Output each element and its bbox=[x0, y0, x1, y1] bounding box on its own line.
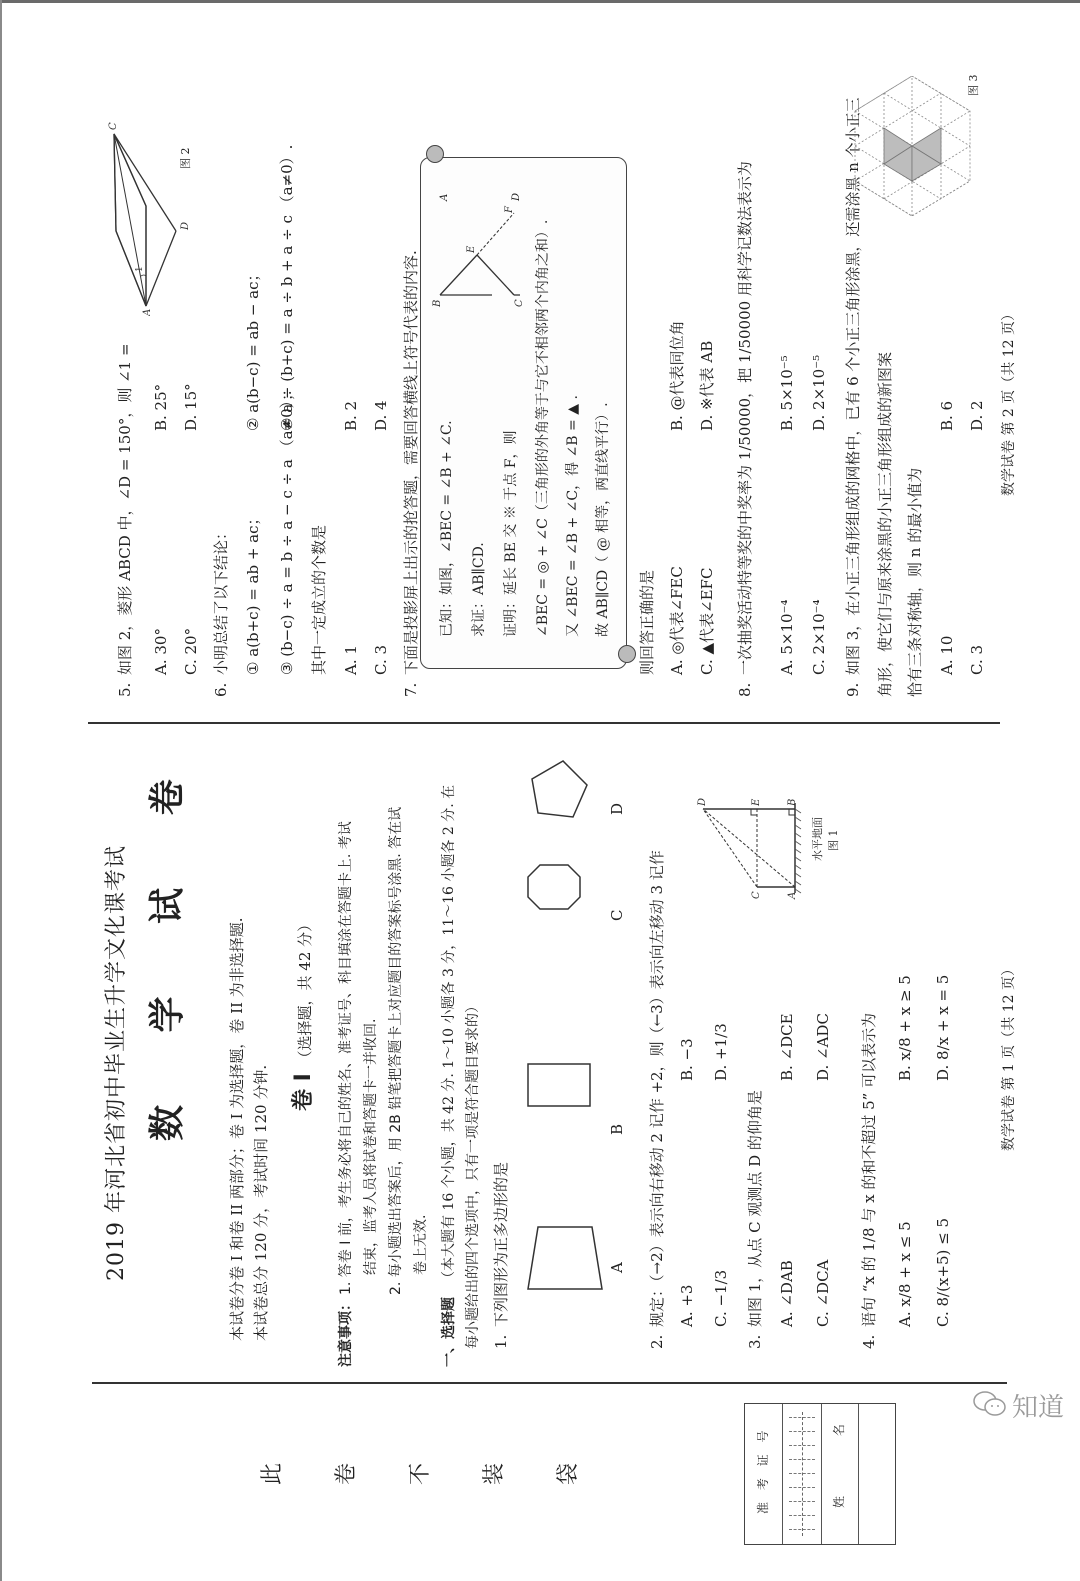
binding-char: 卷 bbox=[334, 1462, 359, 1485]
q6-question: 其中一定成立的个数是 bbox=[310, 524, 328, 675]
figure-3-caption: 图 3 bbox=[967, 74, 980, 96]
q2-stem: 规定：（→2）表示向右移动 2 记作 +2，则（←3）表示向左移动 3 记作 bbox=[648, 850, 666, 1327]
figure-1-caption: 图 1 bbox=[827, 829, 840, 851]
octagon-shape bbox=[528, 865, 580, 909]
q6-stem: 小明总结了以下结论： bbox=[212, 524, 230, 675]
q8-stem: 一次抽奖活动特等奖的中奖率为 1/50000，把 1/50000 用科学记数法表示为 bbox=[736, 161, 754, 675]
q7-proof-1: 证明：延长 BE 交 ※ 于点 F，则 bbox=[503, 430, 519, 637]
name-field[interactable] bbox=[858, 1404, 895, 1544]
q8-option-b: B. 5×10⁻⁵ bbox=[778, 355, 796, 431]
q6-item-3: ③ (b−c) ÷ a = b ÷ a − c ÷ a （a≠0）； bbox=[278, 385, 296, 675]
binding-rule bbox=[92, 1382, 1007, 1384]
q8-option-c: C. 2×10⁻⁴ bbox=[810, 599, 828, 675]
q6-option-d: D. 4 bbox=[372, 400, 390, 431]
q1-label-a: A bbox=[608, 1262, 626, 1273]
q4-option-b: B. x/8 + x ≥ 5 bbox=[896, 975, 914, 1081]
subject-title: 数 学 试 卷 bbox=[147, 749, 188, 1141]
svg-text:F: F bbox=[504, 206, 515, 213]
q7-option-d: D. ※代表 AB bbox=[698, 340, 716, 431]
q7-proof-4: 故 AB∥CD（ @ 相等，两直线平行）. bbox=[595, 402, 611, 637]
svg-text:C: C bbox=[514, 299, 525, 307]
volume-note: （选择题，共 42 分） bbox=[296, 916, 314, 1066]
page-2-footer: 数学试卷 第 2 页（共 12 页） bbox=[1001, 307, 1017, 496]
binding-char: 不 bbox=[408, 1462, 433, 1485]
q6-item-1: ① a(b+c) = ab + ac； bbox=[244, 510, 262, 675]
q7-proof-2: ∠BEC = ◎ + ∠C（三角形的外角等于与它不相邻两个内角之和）. bbox=[535, 219, 551, 637]
q3-number: 3. bbox=[746, 1334, 764, 1349]
figure-2 bbox=[108, 116, 198, 316]
rectangle-shape bbox=[528, 1064, 590, 1106]
svg-text:B: B bbox=[432, 299, 443, 307]
note-2-line-1: 2. 每小题选出答案后，用 2B 铅笔把答题卡上对应题目的答案标号涂黑. 答在试 bbox=[388, 806, 404, 1295]
q9-option-b: B. 6 bbox=[938, 400, 956, 431]
section-desc-2: 每小题给出的四个选项中，只有一项是符合题目要求的） bbox=[465, 999, 481, 1349]
candidate-id-box bbox=[744, 1396, 896, 1545]
q7-point-d: D bbox=[511, 192, 522, 201]
q3-option-b: B. ∠DCE bbox=[778, 1013, 796, 1081]
binding-char: 装 bbox=[482, 1462, 507, 1485]
q3-stem: 如图 1，从点 C 观测点 D 的仰角是 bbox=[746, 1090, 764, 1327]
q8-option-d: D. 2×10⁻⁵ bbox=[810, 354, 828, 431]
notes-label: 注意事项： bbox=[338, 1297, 354, 1367]
svg-text:A: A bbox=[142, 308, 153, 316]
note-2-line-2: 卷上无效. bbox=[413, 1214, 429, 1275]
section-label: 一、选择题 bbox=[441, 1297, 457, 1367]
binding-char: 袋 bbox=[556, 1462, 581, 1485]
binding-char: 此 bbox=[260, 1462, 285, 1485]
svg-text:E: E bbox=[466, 245, 477, 253]
svg-text:C: C bbox=[751, 891, 762, 899]
figure-1 bbox=[695, 791, 810, 901]
q5-option-c: C. 20° bbox=[182, 627, 200, 675]
q1-label-b: B bbox=[608, 1123, 626, 1135]
q3-option-c: C. ∠DCA bbox=[814, 1259, 832, 1327]
q4-option-c: C. 8/(x+5) ≤ 5 bbox=[934, 1218, 952, 1327]
q9-option-a: A. 10 bbox=[938, 635, 956, 675]
q9-number: 9. bbox=[844, 682, 862, 697]
q5-option-d: D. 15° bbox=[182, 383, 200, 431]
q4-number: 4. bbox=[860, 1334, 878, 1349]
q7-option-b: B. @代表同位角 bbox=[668, 320, 686, 431]
wechat-icon bbox=[972, 1389, 1008, 1419]
q7-given: 已知：如图，∠BEC = ∠B + ∠C. bbox=[439, 420, 455, 637]
watermark-text: 知道 bbox=[1012, 1393, 1065, 1423]
page-divider bbox=[88, 722, 1000, 724]
watermark bbox=[930, 1393, 1065, 1545]
q7-proof-3: 又 ∠BEC = ∠B + ∠C，得 ∠B = ▲ . bbox=[565, 395, 581, 637]
q1-number: 1. bbox=[492, 1334, 510, 1349]
volume-heading-text: 卷 I bbox=[291, 1073, 316, 1111]
q9-stem-2: 角形，使它们与原来涂黑的小正三角形组成的新图案 bbox=[876, 351, 894, 697]
q7-option-a: A. ◎代表∠FEC bbox=[668, 566, 686, 675]
svg-text:C: C bbox=[108, 122, 119, 130]
section-desc-1: （本大题有 16 个小题，共 42 分. 1～10 小题各 3 分，11～16 小题各 2 分. 在 bbox=[441, 784, 457, 1285]
q1-label-c: C bbox=[608, 909, 626, 921]
q8-option-a: A. 5×10⁻⁴ bbox=[778, 599, 796, 675]
q4-option-d: D. 8/x + x = 5 bbox=[934, 974, 952, 1081]
exam-number-label: 准 考 证 号 bbox=[756, 1426, 770, 1514]
q1-label-d: D bbox=[608, 802, 626, 815]
q4-option-a: A. x/8 + x ≤ 5 bbox=[896, 1221, 914, 1327]
q6-option-c: C. 3 bbox=[372, 644, 390, 675]
svg-text:B: B bbox=[787, 798, 798, 806]
id-label-row bbox=[745, 1404, 783, 1544]
q9-option-d: D. 2 bbox=[968, 400, 986, 431]
note-1-line-2: 结束，监考人员将试卷和答题卡一并收回. bbox=[363, 1018, 379, 1275]
trapezoid-shape bbox=[528, 1227, 602, 1289]
q5-option-b: B. 25° bbox=[152, 383, 170, 431]
svg-text:D: D bbox=[697, 797, 708, 806]
q3-option-d: D. ∠ADC bbox=[814, 1013, 832, 1081]
q2-option-c: C. −1/3 bbox=[712, 1269, 730, 1327]
q6-number: 6. bbox=[212, 682, 230, 697]
name-label-row bbox=[821, 1396, 859, 1544]
q5-number: 5. bbox=[116, 682, 134, 697]
note-1-line-1: 1. 答卷 I 前，考生务必将自己的姓名、准考证号、科目填涂在答题卡上. 考试 bbox=[338, 821, 354, 1295]
svg-text:D: D bbox=[180, 221, 191, 230]
q7-option-c: C. ▲代表∠EFC bbox=[698, 567, 716, 675]
figure-3 bbox=[850, 76, 975, 216]
q2-option-b: B. −3 bbox=[678, 1038, 696, 1081]
q7-prove: 求证：AB∥CD. bbox=[471, 542, 487, 637]
exam-number-field[interactable] bbox=[783, 1404, 822, 1544]
svg-text:1: 1 bbox=[135, 266, 145, 272]
intro-line-1: 本试卷分卷 I 和卷 II 两部分；卷 I 为选择题，卷 II 为非选择题. bbox=[228, 917, 246, 1341]
q7-question: 则回答正确的是 bbox=[638, 569, 656, 675]
q4-stem: 语句 “x 的 1/8 与 x 的和不超过 5” 可以表示为 bbox=[860, 1012, 878, 1327]
q6-option-b: B. 2 bbox=[342, 400, 360, 431]
q1-shapes bbox=[520, 751, 620, 1291]
q6-item-4: ④ a ÷ (b+c) = a ÷ b + a ÷ c （a≠0）. bbox=[278, 144, 296, 431]
q2-number: 2. bbox=[648, 1334, 666, 1349]
figure-1-ground-label: 水平地面 bbox=[811, 817, 824, 861]
q9-stem-3: 恰有三条对称轴，则 n 的最小值为 bbox=[906, 467, 924, 697]
q2-option-a: A. +3 bbox=[678, 1284, 696, 1327]
name-label: 姓 名 bbox=[832, 1396, 846, 1508]
q5-stem: 如图 2，菱形 ABCD 中，∠D = 150°，则 ∠1 = bbox=[116, 343, 134, 675]
q7-point-a: A bbox=[439, 193, 450, 201]
q6-option-a: A. 1 bbox=[342, 645, 360, 675]
q8-number: 8. bbox=[736, 682, 754, 697]
exam-title: 2019 年河北省初中毕业生升学文化课考试 bbox=[104, 845, 129, 1281]
scroll-curl-icon bbox=[618, 645, 636, 663]
intro-line-2: 本试卷总分 120 分，考试时间 120 分钟. bbox=[252, 1064, 270, 1341]
page-1-footer: 数学试卷 第 1 页（共 12 页） bbox=[1001, 962, 1017, 1151]
svg-text:E: E bbox=[751, 798, 762, 806]
q2-option-d: D. +1/3 bbox=[712, 1023, 730, 1081]
q3-option-a: A. ∠DAB bbox=[778, 1260, 796, 1327]
q6-item-2: ② a(b−c) = ab − ac； bbox=[244, 266, 262, 431]
pentagon-shape bbox=[532, 761, 587, 817]
q9-option-c: C. 3 bbox=[968, 644, 986, 675]
q7-number: 7. bbox=[402, 682, 420, 697]
q9-stem-1: 如图 3，在小正三角形组成的网格中，已有 6 个小正三角形涂黑，还需涂黑 n 个小正三 bbox=[844, 97, 862, 675]
figure-2-caption: 图 2 bbox=[179, 147, 192, 169]
svg-text:A: A bbox=[787, 891, 798, 899]
q7-stem: 下面是投影屏上出示的抢答题，需要回答横线上符号代表的内容. bbox=[402, 250, 420, 675]
q5-option-a: A. 30° bbox=[152, 628, 170, 675]
q1-stem: 下列图形为正多边形的是 bbox=[492, 1161, 510, 1327]
volume-heading bbox=[293, 917, 315, 1111]
